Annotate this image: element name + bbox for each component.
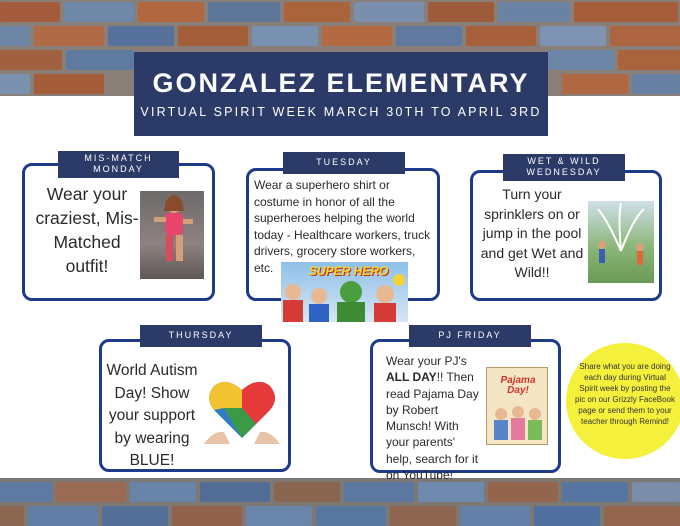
friday-text-start: Wear your PJ's [386, 354, 467, 368]
tag-thursday [140, 325, 262, 347]
tag-wednesday [503, 154, 625, 181]
superhero-photo [281, 262, 408, 322]
tag-tuesday [283, 152, 405, 174]
tuesday-text: Wear a superhero shirt or costume in honor of all the superheroes helping the world today - Healthcare workers, truck drivers, grocery store workers, etc. [254, 178, 431, 275]
sprinkler-kids-icon [588, 201, 654, 283]
brick-wall-bottom [0, 478, 680, 526]
tag-tuesday-label: TUESDAY [316, 157, 372, 167]
friday-text [386, 353, 484, 483]
monday-text: Wear your craziest, Mis-Matched outfit! [35, 184, 139, 276]
friday-text-bold: ALL DAY [386, 370, 437, 385]
tag-thursday-label: THURSDAY [168, 330, 234, 340]
tag-friday [409, 325, 531, 347]
girl-photo-icon [140, 191, 204, 279]
share-note-bubble [566, 343, 680, 459]
tag-wednesday-line1: WET & WILD [527, 156, 601, 166]
superhero-caption: SUPER HERO [309, 264, 389, 278]
puzzle-heart-icon [200, 374, 284, 448]
spirit-week-subtitle: VIRTUAL SPIRIT WEEK MARCH 30TH TO APRIL 3RD [140, 105, 542, 119]
tag-monday-line2: MONDAY [93, 164, 144, 174]
school-title: GONZALEZ ELEMENTARY [152, 68, 530, 98]
monday-photo [140, 191, 204, 279]
share-note-text: Share what you are doing each day during Virtual Spirit week by posting the pic on our Grizzly FaceBook page or send them to your teacher through Remind! [574, 362, 676, 426]
header-banner [134, 52, 548, 136]
tag-wednesday-line2: WEDNESDAY [526, 167, 602, 177]
tag-friday-label: PJ FRIDAY [438, 330, 502, 340]
tag-monday [58, 151, 179, 178]
book-title: Pajama Day! [500, 375, 536, 396]
wednesday-text: Turn your sprinklers on or jump in the pool and get Wet and Wild!! [480, 186, 584, 280]
book-cover-kids-icon [487, 368, 548, 445]
sprinkler-photo [588, 201, 654, 283]
tag-monday-line1: MIS-MATCH [84, 153, 153, 163]
friday-text-end: !! Then read Pajama Day by Robert Munsch! With your parents' help, search for it on YouTube! [386, 370, 479, 483]
pajama-day-book [486, 367, 548, 445]
thursday-text: World Autism Day! Show your support by wearing BLUE! [106, 362, 198, 469]
autism-heart-photo [200, 374, 284, 448]
